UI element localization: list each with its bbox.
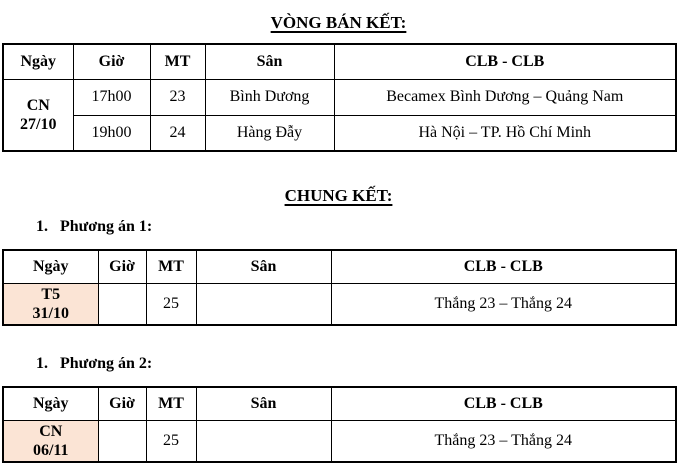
header-time: Giờ xyxy=(73,44,150,79)
match-time xyxy=(98,283,146,325)
match-number: 25 xyxy=(146,420,196,462)
option-label: Phương án 1: xyxy=(60,218,153,235)
option-number: 1. xyxy=(36,218,48,235)
match-clubs: Thắng 23 – Thắng 24 xyxy=(331,283,676,325)
header-match: MT xyxy=(146,387,196,420)
header-match: MT xyxy=(150,44,205,79)
header-venue: Sân xyxy=(196,387,331,420)
header-row xyxy=(3,387,676,420)
final-option-1-table xyxy=(2,249,677,326)
header-clubs: CLB - CLB xyxy=(334,44,676,79)
header-day: Ngày xyxy=(3,250,98,283)
match-clubs: Thắng 23 – Thắng 24 xyxy=(331,420,676,462)
header-clubs: CLB - CLB xyxy=(331,250,676,283)
match-number: 24 xyxy=(150,115,205,151)
match-time xyxy=(98,420,146,462)
header-time: Giờ xyxy=(98,387,146,420)
match-venue xyxy=(196,283,331,325)
option-1-title xyxy=(36,218,152,236)
match-venue xyxy=(196,420,331,462)
header-time: Giờ xyxy=(98,250,146,283)
table-row xyxy=(3,420,676,462)
match-time: 17h00 xyxy=(73,79,150,115)
match-day xyxy=(3,283,98,325)
match-clubs: Hà Nội – TP. Hồ Chí Minh xyxy=(334,115,676,151)
day-name: CN xyxy=(26,96,50,114)
table-row xyxy=(3,115,676,151)
header-clubs: CLB - CLB xyxy=(331,387,676,420)
match-time: 19h00 xyxy=(73,115,150,151)
match-number: 23 xyxy=(150,79,205,115)
table-row xyxy=(3,79,676,115)
day-name: CN xyxy=(39,422,63,440)
header-day: Ngày xyxy=(3,387,98,420)
header-venue: Sân xyxy=(205,44,334,79)
header-venue: Sân xyxy=(196,250,331,283)
option-number: 1. xyxy=(36,355,48,372)
option-label: Phương án 2: xyxy=(60,355,153,372)
table-row xyxy=(3,283,676,325)
semifinal-heading: VÒNG BÁN KẾT: xyxy=(270,13,407,32)
header-row xyxy=(3,44,676,79)
match-day xyxy=(3,79,73,151)
header-match: MT xyxy=(146,250,196,283)
match-venue: Hàng Đẫy xyxy=(205,115,334,151)
header-day: Ngày xyxy=(3,44,73,79)
match-day xyxy=(3,420,98,462)
day-date: 31/10 xyxy=(32,304,69,322)
day-name: T5 xyxy=(41,285,61,303)
day-date: 06/11 xyxy=(32,441,69,459)
match-number: 25 xyxy=(146,283,196,325)
match-venue: Bình Dương xyxy=(205,79,334,115)
final-option-2-table xyxy=(2,386,677,463)
option-2-title xyxy=(36,355,152,373)
header-row xyxy=(3,250,676,283)
match-clubs: Becamex Bình Dương – Quảng Nam xyxy=(334,79,676,115)
day-date: 27/10 xyxy=(20,115,57,133)
final-heading: CHUNG KẾT: xyxy=(284,186,393,205)
semifinal-table xyxy=(2,43,677,152)
